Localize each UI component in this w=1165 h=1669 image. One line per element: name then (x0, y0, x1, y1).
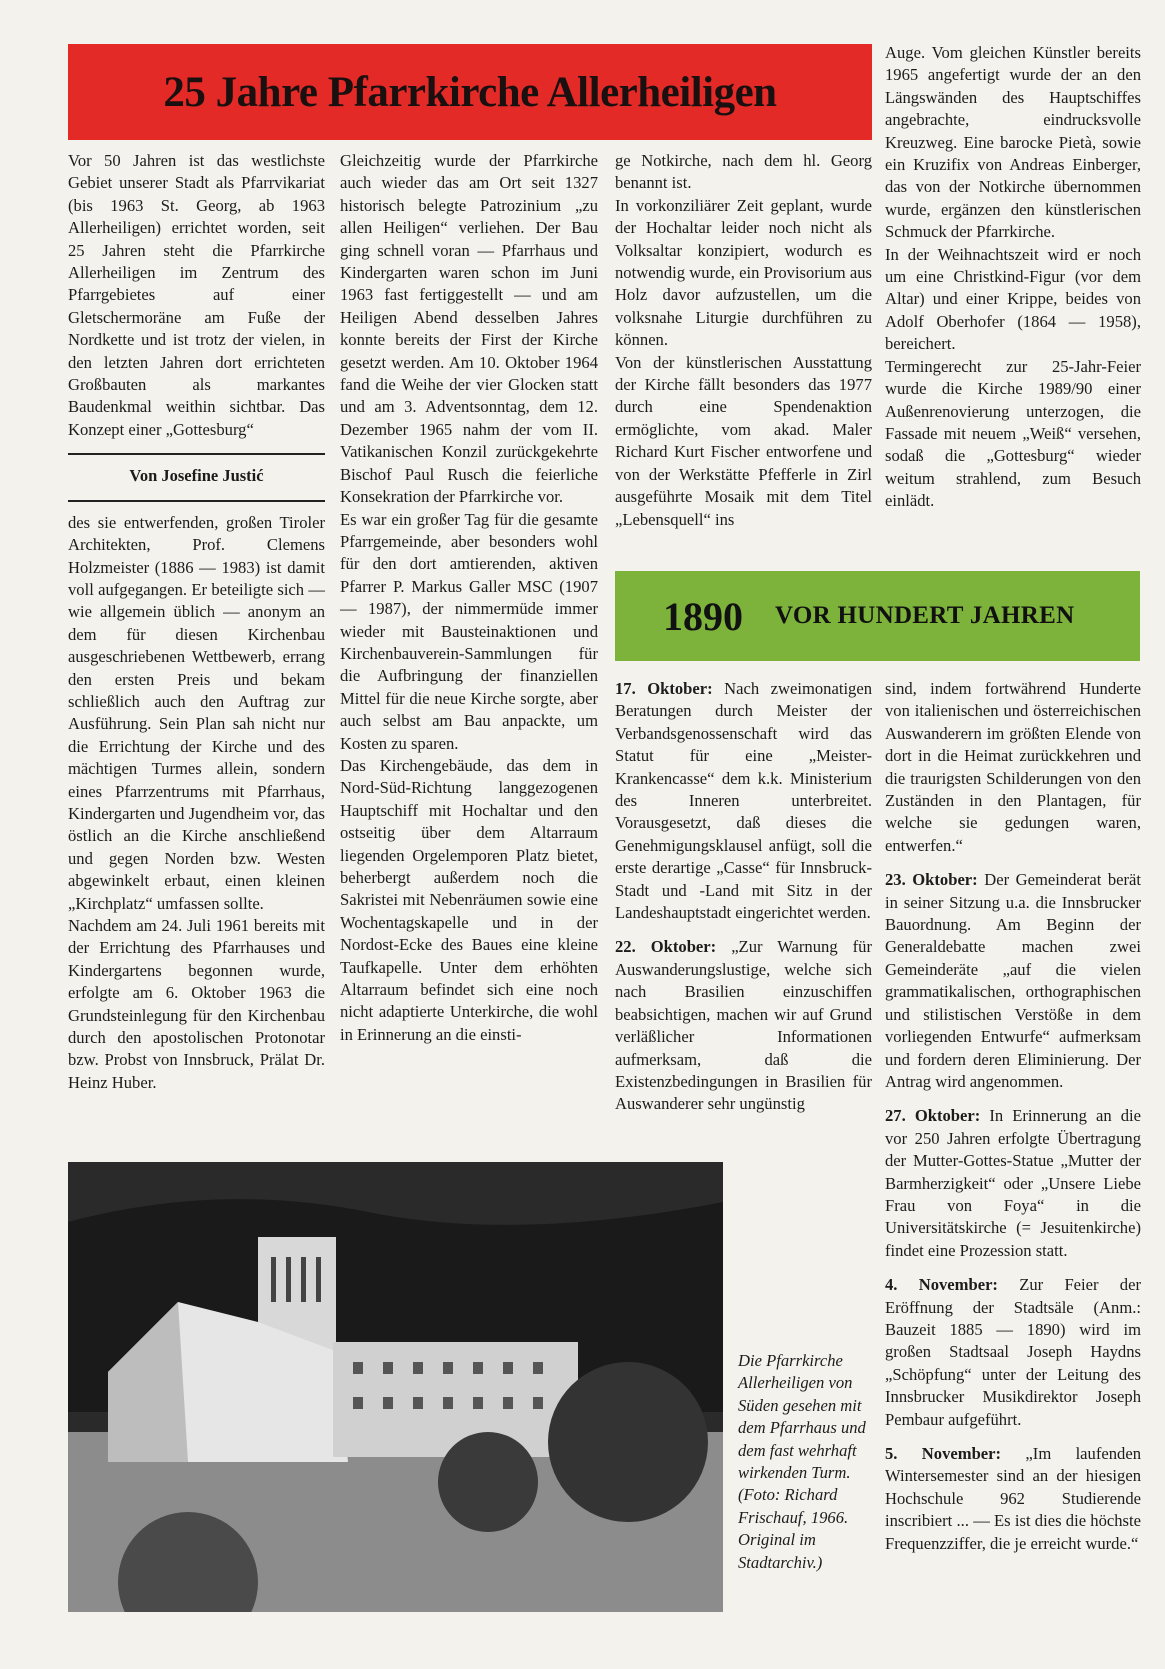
paragraph: des sie entwerfenden, großen Tiroler Architekten, Prof. Clemens Holzmeister (1886 — 1983) ist damit voll aufgegangen. Er beteiligte sich — wie allgemein üblich — anonym an dem für diesen Kirchenbau ausgeschriebenen Wettbewerb, errang den ersten Preis und bekam schließlich auch den Auftrag zur Ausführung. Sein Plan sah nicht nur die Errichtung der Kirche und des mächtigen Turmes allein, sondern eines Pfarrzentrums mit Pfarrhaus, Kindergarten und Jugendheim vor, das östlich an die Kirche anschließend und gegen Norden bzw. Westen abgewinkelt erbaut, einen kleinen „Kirchplatz“ umfassen sollte. (68, 512, 325, 913)
paragraph: Gleichzeitig wurde der Pfarrkirche auch wieder das am Ort seit 1327 historisch belegte Patrozinium „zu allen Heiligen“ verliehen. Der Bau ging schnell voran — Pfarrhaus und Kindergarten waren schon im Juni 1963 fast fertiggestellt — und am Heiligen Abend desselben Jahres konnte bereits der First der Kirche gesetzt werden. Am 10. Oktober 1964 fand die Weihe der vier Glocken statt und am 3. Adventsonntag, dem 12. Dezember 1965 nahm der vom II. Vatikanischen Konzil zurückgekehrte Bischof Paul Rusch die feierliche Konsekration der Pfarrkirche vor. (340, 151, 598, 507)
article-column-2 (340, 150, 598, 1046)
history-year: 1890 (663, 593, 743, 639)
author-byline: Von Josefine Justić (129, 466, 264, 486)
church-photo (68, 1162, 723, 1612)
article-column-1 (68, 150, 325, 1094)
entry-date: 27. Oktober: (885, 1106, 981, 1126)
paragraph: In der Weihnachtszeit wird er noch um eine Christkind-Figur (vor dem Altar) und einer Krippe, beides von Adolf Oberhofer (1864 — 1958), bereichert. (885, 244, 1141, 354)
church-photo-drawing (68, 1162, 723, 1612)
paragraph: Das Kirchengebäude, das dem in Nord-Süd-Richtung langgezogenen Hauptschiff mit Hochaltar und den ostseitig über dem Altarraum liegenden Orgelemporen Platz bietet, beherbergt außerdem noch die Sakristei mit Nebenräumen sowie eine Wochentagskapelle und in der Nordost-Ecke des Baues eine kleine Taufkapelle. Unter dem erhöhten Altarraum befindet sich eine noch nicht adaptierte Unterkirche, die wohl in Erinnerung an die einsti- (340, 755, 598, 1044)
history-column-1 (615, 678, 872, 1128)
article-column-4 (885, 42, 1141, 513)
entry-text: Nach zweimonatigen Beratungen durch Meister der Verbandsgenossenschaft wird das Statut für eine „Meister-Krankencasse“ dem k.k. Ministerium des Inneren unterbreitet. Vorausgesetzt, daß dieses die Genehmigungsklausel anfügt, soll die erste derartige „Casse“ für Innsbruck-Stadt und -Land mit Sitz in der Landeshauptstadt eingerichtet werden. (615, 679, 873, 923)
history-heading: VOR HUNDERT JAHREN (775, 602, 1075, 629)
entry-date: 23. Oktober: (885, 870, 978, 890)
entry-text: Der Gemeinderat berät in seiner Sitzung u.a. die Innsbrucker Bauordnung. Am Beginn der Generaldebatte machen zwei Gemeinderäte „auf die vielen grammatikalischen, orthographischen und stilistischen Verstöße in dem vorliegenden Entwurfe“ aufmerksam und fordern deren Eliminierung. Der Antrag wird angenommen. (885, 870, 1141, 1091)
history-entry (885, 869, 1141, 1093)
entry-text: sind, indem fortwährend Hunderte von italienischen und österreichischen Auswanderern im größten Elende von dort in die Heimat zurückkehren und die traurigsten Schilderungen von den Zuständen in den Plantagen, für welche sie gedungen waren, entwerfen.“ (885, 679, 1141, 855)
entry-text: Zur Feier der Eröffnung der Stadtsäle (Anm.: Bauzeit 1885 — 1890) wird im großen Stadtsaal Joseph Haydns „Schöpfung“ unter der Leitung des Innsbrucker Musikdirektor Joseph Pembaur aufgeführt. (885, 1275, 1141, 1429)
history-entry (885, 678, 1141, 857)
history-entry (885, 1274, 1141, 1431)
divider (68, 500, 325, 502)
entry-text: In Erinnerung an die vor 250 Jahren erfolgte Übertragung der Mutter-Gottes-Statue „Mutter der Barmherzigkeit“ oder „Unsere Liebe Frau von Foya“ in die Universitätskirche (= Jesuitenkirche) findet eine Prozession statt. (885, 1106, 1141, 1260)
paragraph: Von der künstlerischen Ausstattung der Kirche fällt besonders das 1977 durch eine Spendenaktion ermöglichte, vom akad. Maler Richard Kurt Fischer entworfene und von der Werkstätte Pfefferle in Zirl ausgeführte Mosaik mit dem Titel „Lebensquell“ ins (615, 352, 872, 529)
title-banner (68, 44, 872, 140)
history-entry (615, 678, 872, 924)
paragraph: Auge. Vom gleichen Künstler bereits 1965 angefertigt wurde der an den Längswänden des Hauptschiffes angebrachte, eindrucksvolle Kreuzweg. Eine barocke Pietà, sowie ein Kruzifix von Andreas Einberger, das von der Notkirche übernommen wurde, ergänzen den künstlerischen Schmuck der Pfarrkirche. (885, 43, 1141, 242)
photo-caption: Die Pfarrkirche Allerheiligen von Süden gesehen mit dem Pfarrhaus und dem fast wehrhaft wirkenden Turm. (Foto: Richard Frischauf, 1966. Original im Stadtarchiv.) (738, 1351, 866, 1572)
paragraph: Vor 50 Jahren ist das westlichste Gebiet unserer Stadt als Pfarrvikariat (bis 1963 St. Georg, ab 1963 Allerheiligen) errichtet worden, seit 25 Jahren steht die Pfarrkirche Allerheiligen im Zentrum des Pfarrgebietes auf einer Gletschermoräne am Fuße der Nordkette und ist trotz der vielen, in den letzten Jahren dort errichteten Großbauten als markantes Baudenkmal weithin sichtbar. Das Konzept einer „Gottesburg“ (68, 151, 325, 439)
entry-date: 17. Oktober: (615, 679, 713, 698)
paragraph: Es war ein großer Tag für die gesamte Pfarrgemeinde, aber besonders wohl für den dort amtierenden, aktiven Pfarrer P. Markus Galler MSC (1907 — 1987), der nimmermüde immer wieder mit Bausteinaktionen und Kirchenbauverein-Sammlungen für die Aufbringung der finanziellen Mittel für die neue Kirche sorgte, aber auch selbst am Bau anpackte, um Kosten zu sparen. (340, 509, 598, 753)
paragraph: Termingerecht zur 25-Jahr-Feier wurde die Kirche 1989/90 einer Außenrenovierung unterzogen, die Fassade mit neuem „Weiß“ versehen, sodaß die „Gottesburg“ wieder weitum strahlend, zum Besuch einlädt. (885, 356, 1141, 511)
paragraph: Nachdem am 24. Juli 1961 bereits mit der Errichtung des Pfarrhauses und Kindergartens begonnen wurde, erfolgte am 6. Oktober 1963 die Grundsteinlegung für den Kirchenbau durch den apostolischen Protonotar bzw. Probst von Innsbruck, Prälat Dr. Heinz Huber. (68, 916, 325, 1092)
history-entry (885, 1105, 1141, 1262)
entry-text: „Zur Warnung für Auswanderungslustige, welche sich nach Brasilien einzuschiffen beabsichtigen, machen wir auf Grund verläßlicher Informationen aufmerksam, daß die Existenzbedingungen in Brasilien für Auswanderer sehr ungünstig (615, 937, 872, 1114)
entry-date: 22. Oktober: (615, 937, 717, 957)
divider (68, 453, 325, 455)
entry-date: 4. November: (885, 1275, 998, 1295)
history-column-2 (885, 678, 1141, 1567)
entry-date: 5. November: (885, 1444, 1002, 1463)
article-title: 25 Jahre Pfarrkirche Allerheiligen (163, 68, 777, 116)
entry-text: „Im laufenden Wintersemester sind an der hiesigen Hochschule 962 Studierende inscribiert ... — Es ist dies die höchste Frequenzziffer, die je erreicht wurde.“ (885, 1444, 1141, 1553)
history-entry (885, 1443, 1141, 1555)
paragraph: ge Notkirche, nach dem hl. Georg benannt ist. (615, 151, 872, 193)
article-column-3 (615, 150, 872, 531)
paragraph: In vorkonziliärer Zeit geplant, wurde der Hochaltar leider noch nicht als Volksaltar konzipiert, wodurch es notwendig wurde, ein Provisorium aus Holz davor aufzustellen, um die volksnahe Liturgie durchführen zu können. (615, 195, 872, 350)
history-entry (615, 936, 872, 1115)
history-banner (615, 571, 1140, 661)
